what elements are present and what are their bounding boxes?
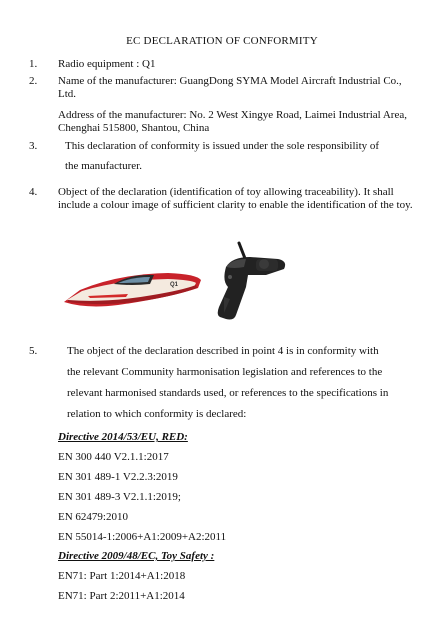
boat-image <box>58 262 204 314</box>
document-title: EC DECLARATION OF CONFORMITY <box>126 35 318 47</box>
item-number-3: 3. <box>29 140 38 152</box>
object-of-declaration-text: Object of the declaration (identification of toy allowing traceability). It shall include a colour image of sufficient clarity to enable the identification of the toy. <box>58 186 413 211</box>
standard-item: EN 55014-1:2006+A1:2009+A2:2011 <box>58 531 227 543</box>
standard-item: EN71: Part 1:2014+A1:2018 <box>58 570 186 582</box>
directive-toy-heading: Directive 2009/48/EC, Toy Safety : <box>58 550 215 562</box>
remote-controller-image <box>206 237 298 327</box>
standard-item: EN 301 489-1 V2.2.3:2019 <box>58 471 178 483</box>
manufacturer-name-text: Name of the manufacturer: GuangDong SYMA Model Aircraft Industrial Co., Ltd. <box>58 75 402 100</box>
item-number-1: 1. <box>29 58 38 70</box>
item-number-2: 2. <box>29 75 38 87</box>
conformity-line-4: relation to which conformity is declared: <box>67 408 247 420</box>
conformity-line-3: relevant harmonised standards used, or references to the specifications in <box>67 387 389 399</box>
standard-item: EN 300 440 V2.1.1:2017 <box>58 451 169 463</box>
manufacturer-address-text: Address of the manufacturer: No. 2 West Xingye Road, Laimei Industrial Area, Chenghai 515800, Shantou, China <box>58 109 407 134</box>
conformity-line-2: the relevant Community harmonisation legislation and references to the <box>67 366 383 378</box>
conformity-line-1: The object of the declaration described in point 4 is in conformity with <box>67 345 379 357</box>
standard-item: EN 301 489-3 V2.1.1:2019; <box>58 491 181 503</box>
item-number-5: 5. <box>29 345 38 357</box>
responsibility-line-1: This declaration of conformity is issued under the sole responsibility of <box>65 140 380 152</box>
radio-equipment-text: Radio equipment : Q1 <box>58 58 156 70</box>
boat-label: Q1 <box>170 282 179 288</box>
directive-red-heading: Directive 2014/53/EU, RED: <box>58 431 188 443</box>
standard-item: EN71: Part 2:2011+A1:2014 <box>58 590 185 602</box>
standard-item: EN 62479:2010 <box>58 511 128 523</box>
responsibility-line-2: the manufacturer. <box>65 160 142 172</box>
item-number-4: 4. <box>29 186 38 198</box>
